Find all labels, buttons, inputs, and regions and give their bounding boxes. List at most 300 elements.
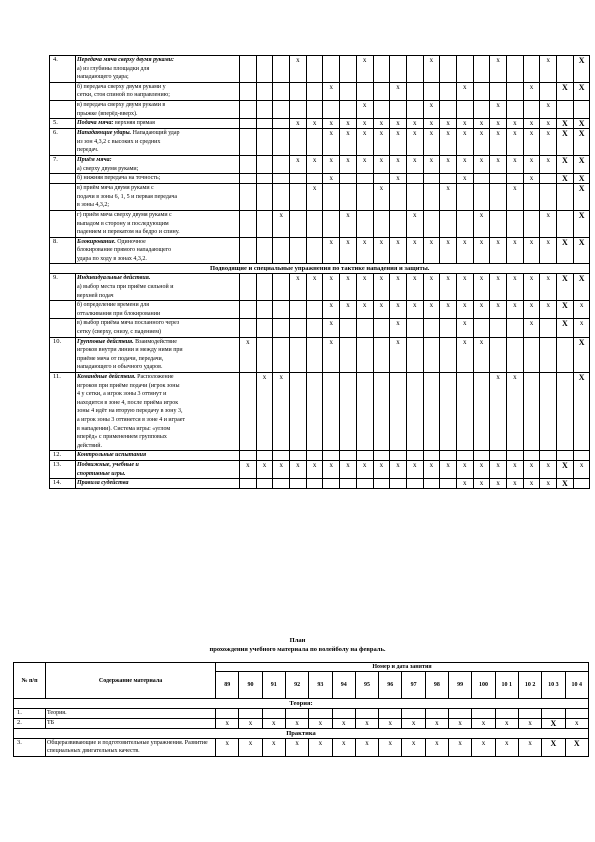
content-text: Контрольные испытания xyxy=(77,452,147,459)
mark-cell: x xyxy=(323,82,340,100)
mark-cell: x xyxy=(356,155,373,173)
mark-cell xyxy=(239,709,262,719)
mark-cell: x xyxy=(390,174,407,184)
lesson-number: 91 xyxy=(262,672,285,699)
mark-cell xyxy=(440,82,457,100)
mark-cell xyxy=(355,709,378,719)
content-text: Нападающий удар xyxy=(131,130,180,137)
mark-cell xyxy=(523,100,540,118)
mark-cell: x xyxy=(540,119,557,129)
mark-cell: x xyxy=(373,184,390,211)
mark-cell: x xyxy=(390,129,407,156)
mark-cell: x xyxy=(440,184,457,211)
mark-cell xyxy=(507,56,524,83)
mark-cell xyxy=(306,100,323,118)
row-number: 1. xyxy=(14,709,46,719)
content-line xyxy=(77,283,238,292)
content-text: сетку (сверху, снизу, с падением) xyxy=(77,329,162,336)
table-row xyxy=(50,119,590,129)
mark-cell xyxy=(423,451,440,461)
mark-cell: x xyxy=(573,460,590,478)
mark-cell: x xyxy=(323,237,340,264)
mark-cell: X xyxy=(573,373,590,451)
row-number: 3. xyxy=(14,738,46,756)
mark-cell xyxy=(390,100,407,118)
mark-cell: x xyxy=(402,738,425,756)
row-number: 6. xyxy=(50,129,76,156)
content-text: б) передача сверху двумя руками у xyxy=(77,83,166,90)
mark-cell xyxy=(306,129,323,156)
mark-cell xyxy=(373,337,390,372)
lesson-number: 10 3 xyxy=(542,672,565,699)
row-number: 14. xyxy=(50,479,76,489)
mark-cell: x xyxy=(423,129,440,156)
mark-cell xyxy=(507,174,524,184)
content-line xyxy=(77,73,238,82)
mark-cell xyxy=(456,210,473,237)
mark-cell xyxy=(540,82,557,100)
mark-cell xyxy=(473,82,490,100)
mark-cell: x xyxy=(406,155,423,173)
row-number: 2. xyxy=(14,718,46,728)
mark-cell xyxy=(542,709,565,719)
mark-cell xyxy=(406,82,423,100)
row-content: ТБ xyxy=(46,718,216,728)
lesson-number: 100 xyxy=(472,672,495,699)
mark-cell xyxy=(440,337,457,372)
mark-cell xyxy=(306,82,323,100)
mark-cell xyxy=(490,319,507,337)
mark-cell xyxy=(423,210,440,237)
mark-cell xyxy=(540,174,557,184)
mark-cell: x xyxy=(406,301,423,319)
mark-cell xyxy=(449,709,472,719)
mark-cell: x xyxy=(523,155,540,173)
mark-cell xyxy=(573,479,590,489)
row-number: 13. xyxy=(50,460,76,478)
lesson-number: 10 1 xyxy=(495,672,518,699)
content-text: в зоны 4,3,2; xyxy=(77,202,110,209)
mark-cell xyxy=(240,119,257,129)
mark-cell: x xyxy=(423,301,440,319)
mark-cell: x xyxy=(523,174,540,184)
table-row xyxy=(50,373,590,451)
mark-cell xyxy=(240,174,257,184)
row-number xyxy=(50,184,76,211)
mark-cell xyxy=(373,451,390,461)
row-content xyxy=(76,373,240,451)
mark-cell: x xyxy=(456,174,473,184)
mark-cell xyxy=(306,237,323,264)
mark-cell: x xyxy=(406,129,423,156)
row-number xyxy=(50,82,76,100)
mark-cell xyxy=(332,709,355,719)
mark-cell xyxy=(406,174,423,184)
mark-cell xyxy=(240,210,257,237)
row-content xyxy=(76,237,240,264)
mark-cell: x xyxy=(240,337,257,372)
content-line xyxy=(77,461,238,470)
content-text: а) из глубины площадки для xyxy=(77,65,150,72)
mark-cell: x xyxy=(306,274,323,301)
mark-cell: x xyxy=(565,718,588,728)
mark-cell: x xyxy=(340,301,357,319)
mark-cell xyxy=(557,210,574,237)
content-line xyxy=(77,442,238,451)
table-row xyxy=(50,82,590,100)
mark-cell: x xyxy=(540,129,557,156)
content-line xyxy=(77,382,238,391)
mark-cell xyxy=(423,174,440,184)
mark-cell xyxy=(340,174,357,184)
mark-cell xyxy=(540,337,557,372)
table-row xyxy=(50,337,590,372)
mark-cell xyxy=(240,129,257,156)
mark-cell xyxy=(518,709,541,719)
mark-cell: X xyxy=(557,119,574,129)
mark-cell: x xyxy=(523,129,540,156)
mark-cell: x xyxy=(290,119,307,129)
mark-cell: x xyxy=(340,237,357,264)
mark-cell: x xyxy=(390,119,407,129)
mark-cell: x xyxy=(456,337,473,372)
mark-cell: x xyxy=(240,460,257,478)
mark-cell: X xyxy=(573,274,590,301)
mark-cell: X xyxy=(557,460,574,478)
mark-cell xyxy=(423,184,440,211)
mark-cell xyxy=(507,451,524,461)
mark-cell: x xyxy=(355,738,378,756)
mark-cell xyxy=(306,337,323,372)
mark-cell xyxy=(290,319,307,337)
mark-cell: x xyxy=(402,718,425,728)
content-line xyxy=(77,319,238,328)
mark-cell: x xyxy=(472,718,495,728)
content-line xyxy=(77,255,238,264)
row-content xyxy=(76,301,240,319)
content-text: приёме мяча от подачи, передачи, xyxy=(77,355,164,362)
mark-cell: x xyxy=(473,119,490,129)
mark-cell xyxy=(240,301,257,319)
table-row xyxy=(50,274,590,301)
mark-cell xyxy=(456,373,473,451)
mark-cell: x xyxy=(507,373,524,451)
mark-cell xyxy=(440,210,457,237)
lesson-number: 95 xyxy=(355,672,378,699)
content-line xyxy=(77,328,238,337)
mark-cell: x xyxy=(390,274,407,301)
mark-cell xyxy=(406,56,423,83)
mark-cell xyxy=(240,100,257,118)
mark-cell xyxy=(273,184,290,211)
content-text: в) выбор приёма мяча посланного через xyxy=(77,320,180,327)
mark-cell: x xyxy=(340,119,357,129)
mark-cell: x xyxy=(440,155,457,173)
mark-cell xyxy=(406,319,423,337)
mark-cell xyxy=(440,56,457,83)
table-row xyxy=(14,709,589,719)
mark-cell xyxy=(309,709,332,719)
mark-cell xyxy=(490,184,507,211)
mark-cell xyxy=(256,337,273,372)
mark-cell: x xyxy=(523,119,540,129)
content-line xyxy=(77,246,238,255)
lesson-number: 90 xyxy=(239,672,262,699)
mark-cell: x xyxy=(323,174,340,184)
mark-cell xyxy=(323,451,340,461)
content-text: Приём мяча: xyxy=(77,156,112,163)
content-line xyxy=(77,83,238,92)
mark-cell: x xyxy=(239,738,262,756)
plan-title-line2: прохождения учебного материала по волейболу на февраль. xyxy=(209,646,386,653)
mark-cell xyxy=(216,709,239,719)
mark-cell: x xyxy=(306,155,323,173)
mark-cell: x xyxy=(456,479,473,489)
mark-cell: x xyxy=(340,274,357,301)
mark-cell: x xyxy=(507,479,524,489)
content-line xyxy=(77,274,238,283)
mark-cell: x xyxy=(456,319,473,337)
mark-cell xyxy=(290,129,307,156)
mark-cell: x xyxy=(390,337,407,372)
table-row xyxy=(50,100,590,118)
mark-cell xyxy=(523,451,540,461)
mark-cell xyxy=(273,129,290,156)
mark-cell xyxy=(306,451,323,461)
mark-cell xyxy=(440,174,457,184)
mark-cell: x xyxy=(356,129,373,156)
lesson-number: 89 xyxy=(216,672,239,699)
mark-cell xyxy=(340,337,357,372)
mark-cell xyxy=(256,451,273,461)
mark-cell: x xyxy=(390,319,407,337)
mark-cell: x xyxy=(523,301,540,319)
mark-cell: X xyxy=(557,174,574,184)
mark-cell: x xyxy=(290,274,307,301)
mark-cell: x xyxy=(473,210,490,237)
mark-cell xyxy=(256,174,273,184)
mark-cell: x xyxy=(262,738,285,756)
mark-cell xyxy=(356,210,373,237)
mark-cell xyxy=(273,155,290,173)
mark-cell xyxy=(423,82,440,100)
row-content xyxy=(76,274,240,301)
mark-cell xyxy=(507,82,524,100)
mark-cell: X xyxy=(557,479,574,489)
content-line xyxy=(77,310,238,319)
mark-cell xyxy=(290,100,307,118)
mark-cell xyxy=(240,451,257,461)
mark-cell: x xyxy=(490,155,507,173)
content-line xyxy=(77,238,238,247)
mark-cell xyxy=(390,479,407,489)
content-line xyxy=(77,292,238,301)
mark-cell xyxy=(473,319,490,337)
mark-cell xyxy=(473,100,490,118)
mark-cell xyxy=(240,373,257,451)
mark-cell: X xyxy=(557,237,574,264)
mark-cell: x xyxy=(355,718,378,728)
mark-cell xyxy=(256,301,273,319)
mark-cell xyxy=(256,274,273,301)
mark-cell xyxy=(340,56,357,83)
mark-cell: x xyxy=(356,119,373,129)
content-text: а) выбор места при приёме сильной и xyxy=(77,284,174,291)
mark-cell xyxy=(256,119,273,129)
mark-cell xyxy=(373,319,390,337)
content-text: Расположение xyxy=(135,374,174,380)
mark-cell: x xyxy=(373,237,390,264)
mark-cell: x xyxy=(449,738,472,756)
mark-cell: X xyxy=(573,210,590,237)
mark-cell: x xyxy=(490,274,507,301)
mark-cell: x xyxy=(356,237,373,264)
mark-cell xyxy=(256,82,273,100)
mark-cell xyxy=(456,56,473,83)
mark-cell xyxy=(290,210,307,237)
row-number: 5. xyxy=(50,119,76,129)
mark-cell xyxy=(373,174,390,184)
section-row xyxy=(50,264,590,274)
mark-cell xyxy=(356,82,373,100)
row-content xyxy=(76,82,240,100)
mark-cell: x xyxy=(440,460,457,478)
mark-cell: x xyxy=(356,274,373,301)
mark-cell: x xyxy=(540,210,557,237)
mark-cell: x xyxy=(323,319,340,337)
content-line xyxy=(77,301,238,310)
plan-title-line1: План xyxy=(289,637,306,644)
mark-cell: x xyxy=(440,237,457,264)
mark-cell: x xyxy=(216,738,239,756)
content-text: Взаимодействие xyxy=(133,338,177,345)
mark-cell: x xyxy=(523,460,540,478)
mark-cell xyxy=(379,709,402,719)
mark-cell xyxy=(373,100,390,118)
mark-cell xyxy=(340,184,357,211)
mark-cell: X xyxy=(542,718,565,728)
mark-cell xyxy=(256,210,273,237)
mark-cell: X xyxy=(557,319,574,337)
mark-cell: x xyxy=(309,738,332,756)
lesson-number: 97 xyxy=(402,672,425,699)
content-text: Групповые действия. xyxy=(77,338,134,345)
content-text: подачи в зоны 6, 1, 5 и первая передача xyxy=(77,193,178,200)
content-line xyxy=(77,220,238,229)
mark-cell: x xyxy=(323,274,340,301)
mark-cell xyxy=(573,451,590,461)
mark-cell xyxy=(490,82,507,100)
mark-cell xyxy=(540,451,557,461)
mark-cell: x xyxy=(523,319,540,337)
table-row xyxy=(50,56,590,83)
mark-cell: x xyxy=(490,119,507,129)
mark-cell: x xyxy=(507,119,524,129)
mark-cell: x xyxy=(390,460,407,478)
content-text: действий. xyxy=(77,442,102,449)
table-row xyxy=(50,319,590,337)
mark-cell xyxy=(540,373,557,451)
mark-cell: x xyxy=(507,460,524,478)
mark-cell xyxy=(290,337,307,372)
mark-cell: x xyxy=(423,460,440,478)
plan-title xyxy=(0,636,595,654)
mark-cell xyxy=(356,479,373,489)
mark-cell xyxy=(425,709,448,719)
mark-cell: x xyxy=(390,301,407,319)
mark-cell xyxy=(273,479,290,489)
table-row xyxy=(50,451,590,461)
mark-cell xyxy=(273,319,290,337)
content-text: Передача мяча сверху двумя руками: xyxy=(77,57,175,63)
mark-cell: x xyxy=(440,301,457,319)
lesson-number: 10 2 xyxy=(518,672,541,699)
mark-cell xyxy=(523,337,540,372)
content-text: Индивидуальные действия. xyxy=(77,275,151,282)
mark-cell xyxy=(523,184,540,211)
mark-cell xyxy=(323,210,340,237)
mark-cell: x xyxy=(373,274,390,301)
mark-cell: X xyxy=(573,174,590,184)
mark-cell: x xyxy=(273,210,290,237)
mark-cell xyxy=(473,174,490,184)
mark-cell: x xyxy=(390,155,407,173)
table-row xyxy=(50,155,590,173)
mark-cell: X xyxy=(573,155,590,173)
mark-cell: X xyxy=(573,129,590,156)
mark-cell xyxy=(423,319,440,337)
content-line xyxy=(77,470,238,479)
mark-cell: x xyxy=(473,460,490,478)
mark-cell xyxy=(256,319,273,337)
mark-cell: x xyxy=(373,129,390,156)
mark-cell xyxy=(507,337,524,372)
mark-cell: x xyxy=(449,718,472,728)
mark-cell xyxy=(440,319,457,337)
mark-cell: x xyxy=(490,129,507,156)
content-text: зоны 4 идёт на вторую передачу в зону 3, xyxy=(77,408,183,415)
mark-cell xyxy=(240,184,257,211)
mark-cell: x xyxy=(256,460,273,478)
mark-cell xyxy=(256,100,273,118)
mark-cell: x xyxy=(540,237,557,264)
mark-cell: X xyxy=(565,738,588,756)
mark-cell xyxy=(495,709,518,719)
mark-cell xyxy=(557,56,574,83)
mark-cell: x xyxy=(507,129,524,156)
mark-cell: x xyxy=(573,319,590,337)
row-content xyxy=(76,56,240,83)
mark-cell: x xyxy=(273,373,290,451)
content-text: из зон 4,3,2 с высоких и средних xyxy=(77,138,161,145)
row-content xyxy=(76,129,240,156)
content-line xyxy=(77,373,238,382)
mark-cell xyxy=(423,373,440,451)
content-line xyxy=(77,416,238,425)
mark-cell xyxy=(490,174,507,184)
mark-cell: x xyxy=(473,337,490,372)
mark-cell xyxy=(240,82,257,100)
mark-cell: x xyxy=(540,155,557,173)
mark-cell xyxy=(273,100,290,118)
row-number: 11. xyxy=(50,373,76,451)
mark-cell xyxy=(373,479,390,489)
content-line xyxy=(77,338,238,347)
mark-cell xyxy=(540,184,557,211)
mark-cell xyxy=(356,174,373,184)
mark-cell: x xyxy=(440,129,457,156)
mark-cell: x xyxy=(456,155,473,173)
